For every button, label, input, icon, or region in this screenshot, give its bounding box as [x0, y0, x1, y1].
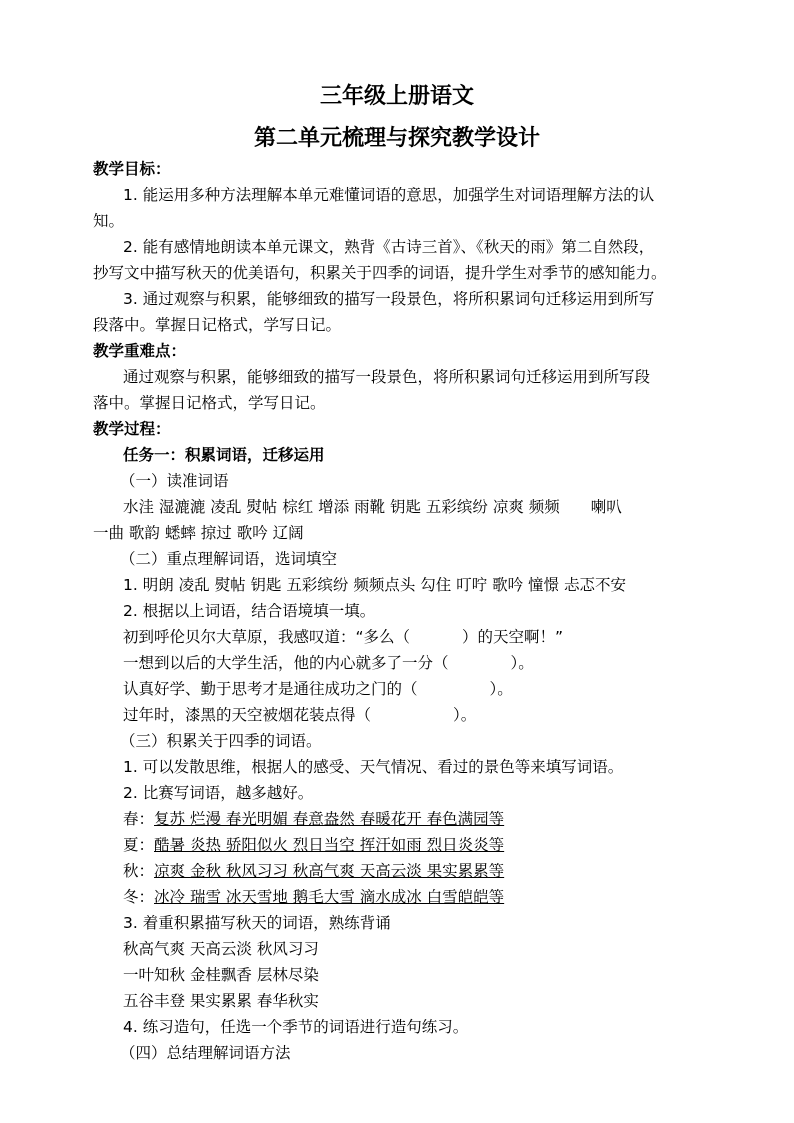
goal-2-line-1: 2. 能有感情地朗读本单元课文，熟背《古诗三首》、《秋天的雨》第二自然段， [123, 238, 655, 256]
fill-blank-3-end: ）。 [489, 680, 513, 698]
goal-2-line-2: 抄写文中描写秋天的优美语句，积累关于四季的词语，提升学生对季节的感知能力。 [93, 264, 667, 282]
goal-1-line-1: 1. 能运用多种方法理解本单元难懂词语的意思，加强学生对词语理解方法的认 [123, 186, 655, 204]
task-1-heading: 任务一：积累词语，迁移运用 [123, 446, 325, 464]
season-row-summer [123, 834, 504, 856]
spring-words: 复苏 烂漫 春光明媚 春意盎然 春暖花开 春色满园等 [154, 810, 505, 828]
fill-blank-1-end: ）的天空啊！” [462, 628, 564, 646]
spring-label: 春： [123, 810, 155, 828]
section-3-item-4: 4. 练习造句，任选一个季节的词语进行造句练习。 [123, 1018, 469, 1036]
key-points-line-1: 通过观察与积累，能够细致的描写一段景色，将所积累词句迁移运用到所写段 [123, 368, 651, 386]
key-points-heading: 教学重难点： [93, 342, 187, 360]
season-row-winter [123, 886, 504, 908]
goals-heading: 教学目标： [93, 160, 171, 178]
fill-blank-4-start: 过年时，漆黑的天空被烟花装点得（ [123, 706, 372, 724]
document-title: 三年级上册语文 [319, 84, 474, 109]
autumn-words-row-3: 五谷丰登 果实累累 春华秋实 [123, 992, 319, 1010]
section-3-heading: （三）积累关于四季的词语。 [120, 732, 322, 750]
section-2-heading: （二）重点理解词语，选词填空 [120, 550, 338, 568]
goal-3-line-2: 段落中。掌握日记格式，学写日记。 [93, 316, 342, 334]
section-2-item-1: 1. 明朗 凌乱 熨帖 钥匙 五彩缤纷 频频点头 勾住 叮咛 歌吟 憧憬 忐忑不安 [123, 576, 626, 594]
fill-blank-3 [123, 678, 513, 700]
autumn-words: 凉爽 金秋 秋风习习 秋高气爽 天高云淡 果实累累等 [154, 862, 505, 880]
autumn-words-row-1: 秋高气爽 天高云淡 秋风习习 [123, 940, 319, 958]
autumn-label: 秋： [123, 862, 155, 880]
section-3-item-1: 1. 可以发散思维，根据人的感受、天气情况、看过的景色等来填写词语。 [123, 758, 624, 776]
fill-blank-2-start: 一想到以后的大学生活，他的内心就多了一分（ [123, 654, 449, 672]
fill-blank-1-start: 初到呼伦贝尔大草原，我感叹道：“多么（ [123, 628, 411, 646]
fill-blank-3-start: 认真好学、勤于思考才是通往成功之门的（ [123, 680, 418, 698]
section-3-item-3: 3. 着重积累描写秋天的词语，熟练背诵 [123, 914, 391, 932]
process-heading: 教学过程： [93, 420, 171, 438]
autumn-words-row-2: 一叶知秋 金桂飘香 层林尽染 [123, 966, 319, 984]
section-2-item-2: 2. 根据以上词语，结合语境填一填。 [123, 602, 376, 620]
summer-words: 酷暑 炎热 骄阳似火 烈日当空 挥汗如雨 烈日炎炎等 [154, 836, 505, 854]
summer-label: 夏： [123, 836, 155, 854]
fill-blank-1 [123, 626, 563, 648]
winter-label: 冬： [123, 888, 155, 906]
goal-1-line-2: 知。 [93, 212, 125, 230]
fill-blank-4 [123, 704, 476, 726]
word-list-line-2: 一曲 歌韵 蟋蟀 掠过 歌吟 辽阔 [93, 524, 304, 542]
fill-blank-4-end: ）。 [453, 706, 477, 724]
word-list-line-1: 水洼 湿漉漉 凌乱 熨帖 棕红 增添 雨靴 钥匙 五彩缤纷 凉爽 频频 喇叭 [123, 498, 622, 516]
key-points-line-2: 落中。掌握日记格式，学写日记。 [93, 394, 326, 412]
goal-3-line-1: 3. 通过观察与积累，能够细致的描写一段景色，将所积累词句迁移运用到所写 [123, 290, 655, 308]
season-row-spring [123, 808, 504, 830]
section-1-heading: （一）读准词语 [120, 472, 229, 490]
section-4-heading: （四）总结理解词语方法 [120, 1044, 291, 1062]
section-3-item-2: 2. 比赛写词语，越多越好。 [123, 784, 314, 802]
document-subtitle: 第二单元梳理与探究教学设计 [253, 126, 540, 151]
fill-blank-2 [123, 652, 534, 674]
season-row-autumn [123, 860, 504, 882]
fill-blank-2-end: ）。 [510, 654, 534, 672]
winter-words: 冰冷 瑞雪 冰天雪地 鹅毛大雪 滴水成冰 白雪皑皑等 [154, 888, 505, 906]
